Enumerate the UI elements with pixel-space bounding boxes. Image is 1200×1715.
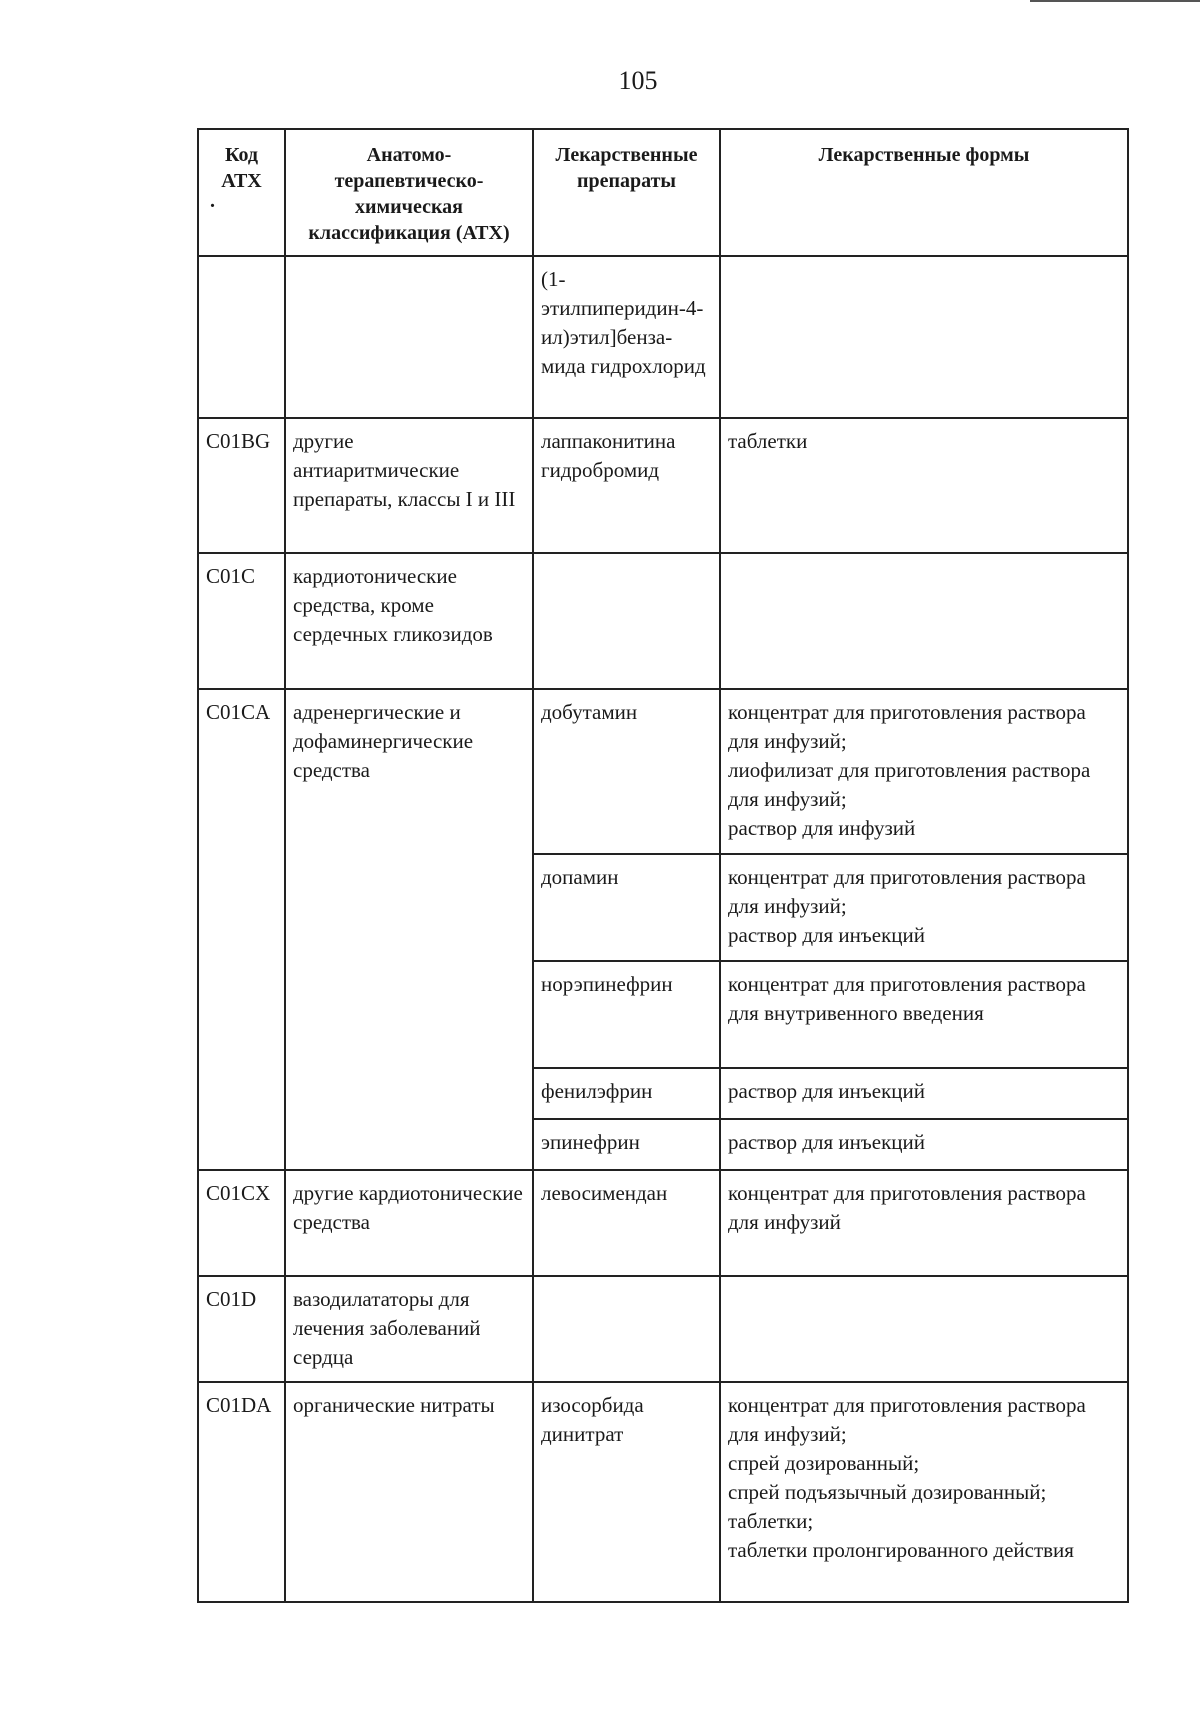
cell-forms <box>720 689 1128 854</box>
cell-class: вазодилататоры для лечения заболеваний сердца <box>285 1276 533 1382</box>
cell-code: C01C <box>198 553 285 689</box>
cell-class: другие кардиотонические средства <box>285 1170 533 1276</box>
cell-class: органические нитраты <box>285 1382 533 1602</box>
cell-code <box>198 256 285 418</box>
header-atx-code <box>198 129 285 256</box>
cell-forms <box>720 418 1128 553</box>
form-line: таблетки; <box>728 1509 814 1533</box>
cell-drug: изосорбида динитрат <box>533 1382 720 1602</box>
form-line: раствор для инъекций <box>728 923 925 947</box>
header-drugs: Лекарственные препараты <box>533 129 720 256</box>
cell-code: C01DA <box>198 1382 285 1602</box>
form-line: концентрат для приготовления раствора для инфузий; <box>728 700 1086 753</box>
page-number: 105 <box>618 66 658 95</box>
header-atx-classification: Анатомо-терапевтическо-химическая классификация (АТХ) <box>285 129 533 256</box>
table-header-row <box>198 129 1128 256</box>
cell-class <box>285 256 533 418</box>
header-dot: . <box>210 190 215 212</box>
header-dosage-forms: Лекарственные формы <box>720 129 1128 256</box>
table-row <box>198 1170 1128 1276</box>
table-row <box>198 256 1128 418</box>
form-line: спрей дозированный; <box>728 1451 920 1475</box>
cell-forms <box>720 1382 1128 1602</box>
cell-drug: допамин <box>533 854 720 961</box>
cell-class: адренергические и дофаминергические средства <box>285 689 533 1170</box>
form-line: концентрат для приготовления раствора для инфузий <box>728 1181 1086 1234</box>
form-line: таблетки <box>728 429 808 453</box>
form-line: раствор для инъекций <box>728 1079 925 1103</box>
table-row <box>198 689 1128 854</box>
form-line: концентрат для приготовления раствора для инфузий; <box>728 865 1086 918</box>
cell-forms <box>720 256 1128 418</box>
cell-drug: норэпинефрин <box>533 961 720 1068</box>
cell-class: другие антиаритмические препараты, классы I и III <box>285 418 533 553</box>
cell-forms <box>720 553 1128 689</box>
cell-forms <box>720 1119 1128 1170</box>
form-line: спрей подъязычный дозированный; <box>728 1480 1047 1504</box>
form-line: таблетки пролонгированного действия <box>728 1538 1074 1562</box>
header-atx-code-label: Код АТХ <box>221 144 262 192</box>
top-edge-rule <box>1030 0 1200 2</box>
form-line: раствор для инъекций <box>728 1130 925 1154</box>
cell-drug: эпинефрин <box>533 1119 720 1170</box>
form-line: лиофилизат для приготовления раствора для инфузий; <box>728 758 1091 811</box>
cell-forms <box>720 961 1128 1068</box>
cell-drug: лаппаконитина гидробромид <box>533 418 720 553</box>
cell-code: C01D <box>198 1276 285 1382</box>
atx-drug-table <box>197 128 1129 1603</box>
cell-drug: (1-этилпиперидин-4-ил)этил]бенза-мида гидрохлорид <box>533 256 720 418</box>
cell-forms <box>720 1276 1128 1382</box>
table-row <box>198 1382 1128 1602</box>
cell-drug: левосимендан <box>533 1170 720 1276</box>
table-row <box>198 553 1128 689</box>
form-line: концентрат для приготовления раствора для инфузий; <box>728 1393 1086 1446</box>
cell-class: кардиотонические средства, кроме сердечных гликозидов <box>285 553 533 689</box>
form-line: концентрат для приготовления раствора для внутривенного введения <box>728 972 1086 1025</box>
form-line: раствор для инфузий <box>728 816 916 840</box>
cell-drug: добутамин <box>533 689 720 854</box>
table-row <box>198 418 1128 553</box>
cell-code: C01CA <box>198 689 285 1170</box>
cell-forms <box>720 1068 1128 1119</box>
cell-drug <box>533 553 720 689</box>
cell-drug: фенилэфрин <box>533 1068 720 1119</box>
table-row <box>198 1276 1128 1382</box>
cell-forms <box>720 854 1128 961</box>
cell-code: C01CX <box>198 1170 285 1276</box>
cell-drug <box>533 1276 720 1382</box>
cell-code: C01BG <box>198 418 285 553</box>
cell-forms <box>720 1170 1128 1276</box>
